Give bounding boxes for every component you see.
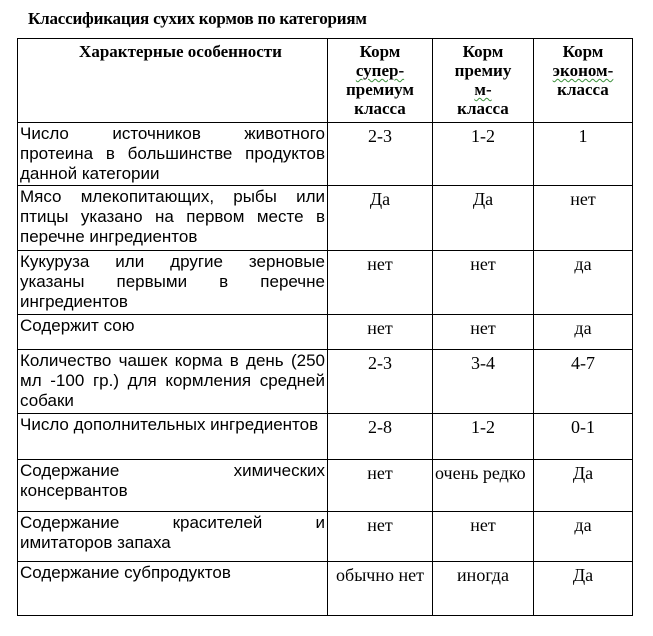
table-row bbox=[18, 315, 633, 350]
table-row bbox=[18, 460, 633, 512]
table-row bbox=[18, 562, 633, 616]
economy-value: нет bbox=[534, 186, 633, 251]
table-row bbox=[18, 512, 633, 562]
row-feature: Содержит сою bbox=[18, 315, 328, 350]
header-premium bbox=[433, 39, 534, 123]
premium-value: 3-4 bbox=[433, 350, 534, 414]
header-premium-line-3: м- bbox=[474, 80, 492, 99]
feed-classification-table bbox=[17, 38, 633, 616]
premium-value: иногда bbox=[433, 562, 534, 616]
economy-value: 1 bbox=[534, 123, 633, 186]
row-feature: Содержание субпродуктов bbox=[18, 562, 328, 616]
table-row bbox=[18, 251, 633, 315]
super-premium-value: 2-3 bbox=[328, 350, 433, 414]
table-row bbox=[18, 186, 633, 251]
header-economy-line-2: эконом- bbox=[552, 61, 614, 80]
premium-value: 1-2 bbox=[433, 414, 534, 460]
economy-value: 4-7 bbox=[534, 350, 633, 414]
header-feature: Характерные особенности bbox=[18, 39, 328, 123]
table-row bbox=[18, 414, 633, 460]
economy-value: Да bbox=[534, 562, 633, 616]
header-premium-line-4: класса bbox=[457, 99, 509, 118]
economy-value: 0-1 bbox=[534, 414, 633, 460]
super-premium-value: Да bbox=[328, 186, 433, 251]
row-feature: Содержание химических консервантов bbox=[18, 460, 328, 512]
premium-value: нет bbox=[433, 512, 534, 562]
header-super-premium-line-3: премиум bbox=[345, 80, 415, 99]
table-row bbox=[18, 350, 633, 414]
super-premium-value: 2-3 bbox=[328, 123, 433, 186]
premium-value: 1-2 bbox=[433, 123, 534, 186]
header-super-premium-line-2: супер- bbox=[355, 61, 405, 80]
document-title: Классификация сухих кормов по категориям bbox=[28, 9, 367, 28]
economy-value: да bbox=[534, 512, 633, 562]
row-feature: Мясо млекопитающих, рыбы или птицы указано на первом месте в перечне ингредиентов bbox=[18, 186, 328, 251]
header-super-premium-line-1: Корм bbox=[359, 42, 401, 61]
header-premium-line-2: премиу bbox=[454, 61, 512, 80]
row-feature: Число дополнительных ингредиентов bbox=[18, 414, 328, 460]
header-economy-line-1: Корм bbox=[562, 42, 604, 61]
premium-value: очень редко bbox=[433, 460, 534, 512]
header-super-premium-line-4: класса bbox=[354, 99, 406, 118]
header-super-premium bbox=[328, 39, 433, 123]
header-economy-line-3: класса bbox=[557, 80, 609, 99]
header-economy bbox=[534, 39, 633, 123]
super-premium-value: обычно нет bbox=[328, 562, 433, 616]
row-feature: Кукуруза или другие зерновые указаны первыми в перечне ингредиентов bbox=[18, 251, 328, 315]
premium-value: нет bbox=[433, 251, 534, 315]
premium-value: нет bbox=[433, 315, 534, 350]
super-premium-value: нет bbox=[328, 512, 433, 562]
premium-value: Да bbox=[433, 186, 534, 251]
row-feature: Количество чашек корма в день (250 мл -100 гр.) для кормления средней собаки bbox=[18, 350, 328, 414]
row-feature: Содержание красителей и имитаторов запаха bbox=[18, 512, 328, 562]
header-premium-line-1: Корм bbox=[462, 42, 504, 61]
super-premium-value: 2-8 bbox=[328, 414, 433, 460]
table-row bbox=[18, 123, 633, 186]
header-row bbox=[18, 39, 633, 123]
economy-value: да bbox=[534, 251, 633, 315]
economy-value: да bbox=[534, 315, 633, 350]
economy-value: Да bbox=[534, 460, 633, 512]
super-premium-value: нет bbox=[328, 251, 433, 315]
super-premium-value: нет bbox=[328, 460, 433, 512]
row-feature: Число источников животного протеина в большинстве продуктов данной категории bbox=[18, 123, 328, 186]
super-premium-value: нет bbox=[328, 315, 433, 350]
